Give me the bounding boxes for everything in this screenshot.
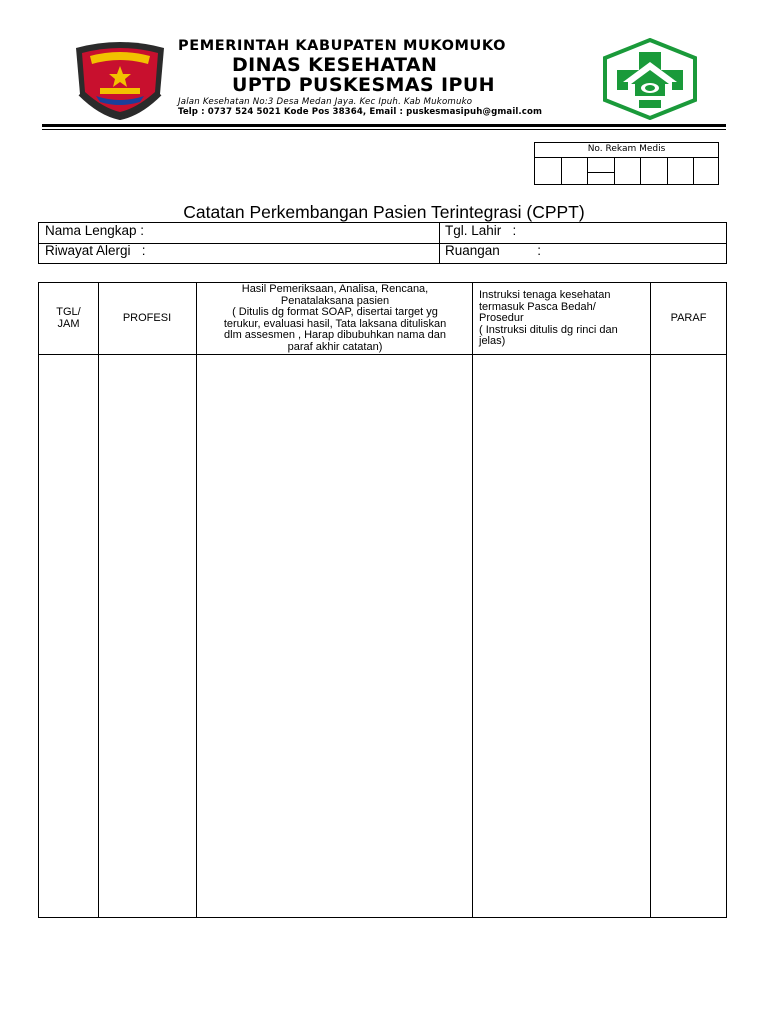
- letterhead-department: DINAS KESEHATAN: [232, 54, 438, 76]
- progress-notes-table: [38, 282, 727, 918]
- medical-record-digit-cell[interactable]: [615, 157, 641, 185]
- letterhead-divider: [42, 124, 726, 127]
- medical-record-label: No. Rekam Medis: [535, 143, 718, 158]
- instructions-entry-area[interactable]: [473, 355, 650, 917]
- medical-record-digit-cell[interactable]: [668, 157, 694, 185]
- regency-emblem-icon: [70, 38, 170, 120]
- medical-record-separator: [588, 172, 615, 173]
- letterhead-government: PEMERINTAH KABUPATEN MUKOMUKO: [178, 38, 507, 54]
- document-title: Catatan Perkembangan Pasien Terintegrasi (CPPT): [183, 202, 585, 222]
- medical-record-digit-cell[interactable]: [562, 157, 588, 185]
- header-assessment-results: Hasil Pemeriksaan, Analisa, Rencana, Penatalaksana pasien ( Ditulis dg format SOAP, disertai target yg terukur, evaluasi hasil, Tata laksana dituliskan dlm assesmen , Harap dibubuhkan nama dan paraf akhir catatan): [223, 283, 447, 353]
- letterhead-divider-thin: [42, 129, 726, 130]
- medical-record-digit-cell[interactable]: [588, 157, 615, 185]
- letterhead-address: Jalan Kesehatan No:3 Desa Medan Jaya. Kec Ipuh. Kab Mukomuko: [178, 97, 473, 107]
- medical-record-digit-cell[interactable]: [694, 157, 719, 185]
- full-name-field[interactable]: Nama Lengkap :: [45, 223, 145, 238]
- letterhead-contact: Telp : 0737 524 5021 Kode Pos 38364, Email : puskesmasipuh@gmail.com: [178, 107, 543, 117]
- header-signature: PARAF: [670, 312, 707, 324]
- profession-entry-area[interactable]: [99, 355, 196, 917]
- puskesmas-logo-icon: [601, 38, 699, 120]
- header-date-time: TGL/ JAM: [56, 306, 81, 330]
- patient-identity-table: [38, 222, 727, 264]
- medical-record-digit-cell[interactable]: [641, 157, 668, 185]
- room-field[interactable]: Ruangan :: [445, 243, 542, 258]
- header-instructions: Instruksi tenaga kesehatan termasuk Pasca Bedah/ Prosedur ( Instruksi ditulis dg rinci dan jelas): [479, 289, 618, 347]
- medical-record-number-box: [534, 142, 719, 185]
- medical-record-digit-cell[interactable]: [535, 157, 562, 185]
- date-time-entry-area[interactable]: [39, 355, 98, 917]
- allergy-history-field[interactable]: Riwayat Alergi :: [45, 243, 146, 258]
- assessment-entry-area[interactable]: [197, 355, 472, 917]
- header-profession: PROFESI: [122, 312, 172, 324]
- date-of-birth-field[interactable]: Tgl. Lahir :: [445, 223, 517, 238]
- identity-column-divider: [439, 223, 440, 263]
- letterhead-unit: UPTD PUSKESMAS IPUH: [232, 74, 495, 96]
- signature-entry-area[interactable]: [651, 355, 726, 917]
